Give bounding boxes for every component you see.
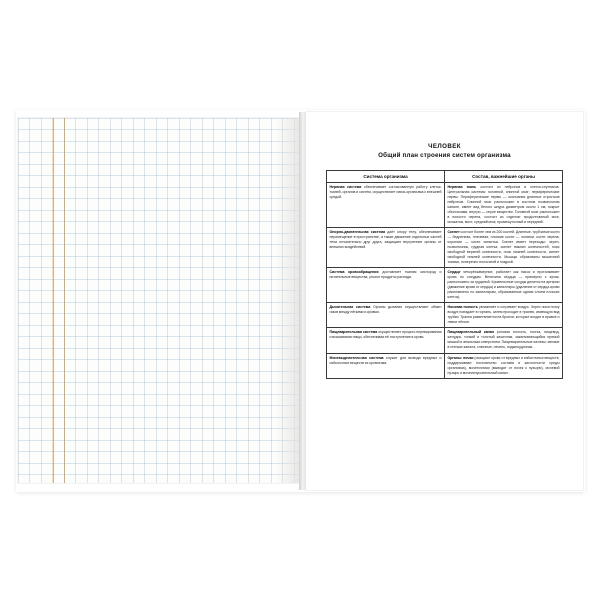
- composition-lead: Скелет: [447, 229, 460, 234]
- page-subtitle: Общий план строения систем организма: [378, 152, 511, 160]
- cell-composition: [445, 303, 563, 328]
- system-name: Опорно-двигательная система: [329, 229, 386, 234]
- system-name: Дыхательная система: [329, 305, 371, 310]
- cell-composition: [445, 227, 563, 267]
- margin-line-secondary: [64, 118, 65, 483]
- cell-composition: [445, 182, 563, 227]
- sheet-heading: [306, 112, 583, 161]
- margin-line-primary: [53, 118, 54, 483]
- right-table-page: [306, 112, 583, 490]
- systems-table: [326, 170, 563, 379]
- table-header-row: [327, 170, 563, 182]
- cell-system: [327, 303, 445, 328]
- cell-composition: [445, 328, 563, 353]
- system-name: Пищеварительная система: [329, 330, 378, 335]
- system-description: Органы дыхания осуществляют обмен газов между лёгкими и кровью.: [329, 305, 442, 315]
- table-row: [327, 268, 563, 303]
- system-description: даёт опору телу, обеспечивает перемещение в пространстве, а также движение отдельных частей тела относительно друг друга, защищает внутренние органы от внешних воздействий.: [329, 229, 442, 249]
- table-row: [327, 227, 563, 267]
- system-name: Система кровообращения: [329, 270, 379, 275]
- composition-lead: Органы: почки: [447, 355, 474, 360]
- left-grid-page: [18, 118, 301, 483]
- page-title: ЧЕЛОВЕК: [428, 143, 461, 150]
- composition-text: состоит более чем из 200 костей. Длинные, трубчатые кости — бедренная, плечевая; плоские кости — лопатки, кости черепа; короткие — кости запястья. Скелет имеет переходы: череп, позвоночник, грудная клетка, скелет нижних конечностей, пояс свободной верхней конечности, пояс нижней конечности, скелет свободной нижней конечности. Мышцы образованы мышечной тканью, поперечно полосатой и гладкой.: [447, 229, 560, 265]
- composition-text: увлажняет и согревает воздух. Через носоглотку воздух попадает в гортань, затем проходит в трахею, имеющую вид трубки. Трахея разветвляется на бронхи, которые входят в правое и левое лёгкое.: [447, 305, 560, 325]
- cell-system: [327, 328, 445, 353]
- cell-composition: [445, 353, 563, 378]
- page-edge-shading: [275, 118, 301, 483]
- composition-lead: Носовая полость: [447, 305, 478, 310]
- table-row: [327, 182, 563, 227]
- table-row: [327, 353, 563, 378]
- composition-text: состоит из нейронов и клеток-спутников. Центральная система: головной, спинной мозг; периферические нервы. Периферические нервы — окончания длинных отростков нейронов. Спинной мозг расположен в костном позвоночном канале, имеет вид белого шнура диаметром около 1 см; покрыт оболочками, внутри — серое вещество. Головной мозг расположен в полости черепа, состоит из отделов: продолговатый мозг, мозжечок, мост, средний мозг, промежуточный и передний.: [447, 184, 560, 224]
- composition-lead: Сердце: [447, 270, 461, 275]
- table-row: [327, 303, 563, 328]
- composition-lead: Пищеварительный канал: [447, 330, 495, 335]
- composition-text: четырёхкамерное, работает как насос и проталкивает кровь по сосудам. Величина сердца — примерно с кулак, расположено за грудиной. Кровеносные сосуды делятся на артерии (движение крови от сердца) и капилляры (удаление от сердца крови расплавлено по капиллярам, образованные одним слоем плоских клеток).: [447, 270, 560, 300]
- composition-text: (очищают кровь от вредных и избыточных веществ, поддерживают постоянство состава и кислотности среды организма), мочеточники (выводят от почек к пузырю), мочевой пузырь и мочеиспускательный канал.: [447, 355, 560, 375]
- column-header-system: Система организма: [327, 170, 445, 182]
- composition-text: ротовая полость, глотка, пищевод, желудок, тонкий и толстый кишечник, заканчивающийся прямой кишкой и анальным отверстием. Пищеварительные железы: мелкие в стенках канала, слюнные, печень, поджелудочная.: [447, 330, 560, 350]
- cell-system: [327, 353, 445, 378]
- cell-system: [327, 227, 445, 267]
- system-description: служит для вывода вредных и избыточных веществ из организма.: [329, 355, 442, 365]
- system-name: Мочевыделительная система: [329, 355, 384, 360]
- table-row: [327, 328, 563, 353]
- system-description: обеспечивает согласованную работу клеток, тканей, органов и систем, осуществляет связь организма с внешней средой.: [329, 184, 442, 199]
- cell-system: [327, 268, 445, 303]
- cell-system: [327, 182, 445, 227]
- system-description: осуществляет процесс переваривания и всасывания пищи, обеспечивая её поступление в кровь.: [329, 330, 442, 340]
- cell-composition: [445, 268, 563, 303]
- system-name: Нервная система: [329, 184, 362, 189]
- column-header-composition: Состав, важнейшие органы: [445, 170, 563, 182]
- system-description: доставляет тканям кислород и питательные вещества, уносит продукты распада.: [329, 270, 442, 280]
- composition-lead: Нервная ткань: [447, 184, 477, 189]
